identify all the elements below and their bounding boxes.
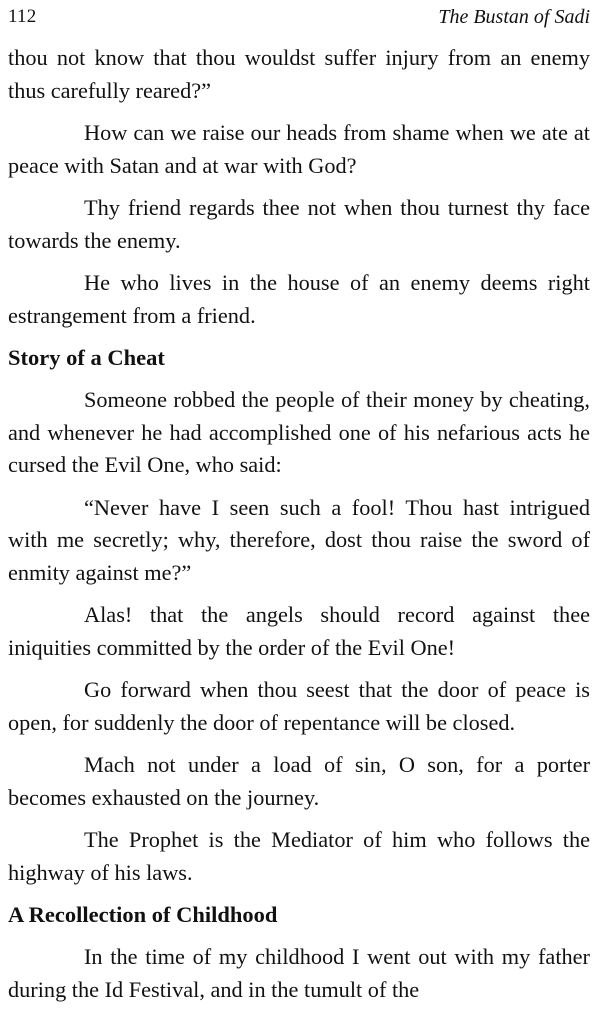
- paragraph: Someone robbed the people of their money by cheating, and whenever he had accomplished one of his nefarious acts he cursed the Evil One, who said:: [8, 387, 590, 477]
- paragraph: In the time of my childhood I went out with my father during the Id Festival, and in the tumult of the: [8, 944, 590, 1002]
- section-heading: A Recollection of Childhood: [8, 902, 278, 927]
- paragraph: Thy friend regards thee not when thou turnest thy face towards the enemy.: [8, 195, 590, 253]
- paragraph: Mach not under a load of sin, O son, for a porter becomes exhausted on the journey.: [8, 752, 590, 810]
- paragraph: Alas! that the angels should record against thee iniquities committed by the order of the Evil One!: [8, 602, 590, 660]
- page-body: [8, 42, 590, 1016]
- page-number: 112: [8, 6, 37, 27]
- paragraph: The Prophet is the Mediator of him who follows the highway of his laws.: [8, 827, 590, 885]
- page-header: [8, 2, 590, 32]
- running-title: The Bustan of Sadi: [438, 5, 590, 28]
- paragraph: thou not know that thou wouldst suffer injury from an enemy thus carefully reared?”: [8, 45, 590, 103]
- paragraph: He who lives in the house of an enemy deems right estrangement from a friend.: [8, 270, 590, 328]
- paragraph: “Never have I seen such a fool! Thou hast intrigued with me secretly; why, therefore, dost thou raise the sword of enmity against me?”: [8, 494, 590, 585]
- paragraph: Go forward when thou seest that the door of peace is open, for suddenly the door of repentance will be closed.: [8, 677, 590, 735]
- section-heading: Story of a Cheat: [8, 345, 165, 370]
- paragraph: How can we raise our heads from shame when we ate at peace with Satan and at war with God?: [8, 120, 590, 178]
